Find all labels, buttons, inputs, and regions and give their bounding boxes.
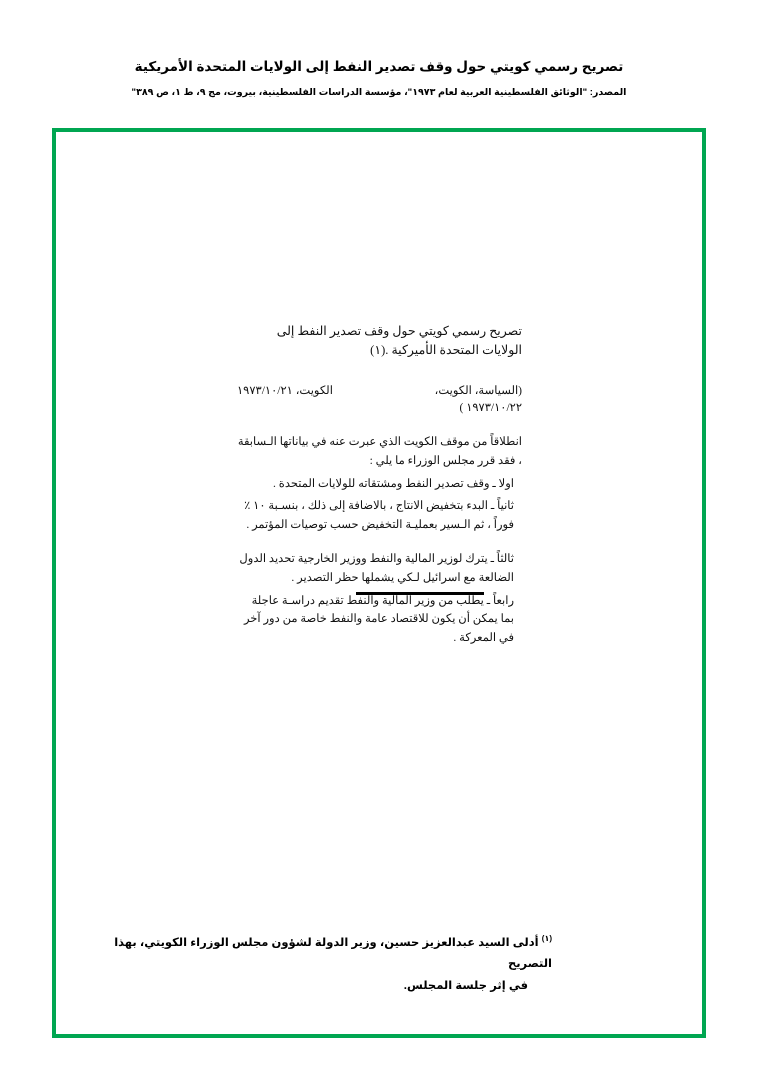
document-paragraph-intro: انطلاقاً من موقف الكويت الذي عبرت عنه في بياناتها الـسابقة ، فقد قرر مجلس الوزراء ما يلي : bbox=[237, 436, 522, 467]
publication-name-line: (السياسة، الكويت، bbox=[434, 384, 522, 397]
scanned-document-frame bbox=[52, 128, 706, 1038]
footnote-text-second-line: في إثر جلسة المجلس. bbox=[403, 980, 528, 993]
document-paragraph-first-item: اولا ـ وقف تصدير النفط ومشتقاته للولايات المتحدة . bbox=[273, 477, 514, 490]
document-paragraph-third-item: ثالثاً ـ يترك لوزير المالية والنفط ووزير الخارجية تحديد الدول الضالعة مع اسرائيل لـكي يشملها حظر التصدير . bbox=[239, 553, 514, 584]
page-header bbox=[0, 58, 758, 99]
publication-date-line: ١٩٧٣/١٠/٢٢ ) bbox=[459, 402, 522, 414]
horizontal-rule bbox=[356, 592, 484, 595]
footnote-marker: (١) bbox=[541, 933, 552, 943]
document-publication-ref bbox=[435, 383, 522, 418]
document-place-date: الكويت، ١٩٧٣/١٠/٢١ bbox=[237, 384, 333, 397]
document-heading: تصريح رسمي كويتي حول وقف تصدير النفط إلى الولايات المتحدة الأميركية .(١) bbox=[276, 324, 522, 358]
document-paragraph-fourth-item: رابعاً ـ يطلب من وزير المالية والنفط تقديم دراسـة عاجلة بما يمكن أن يكون للاقتصاد عامة والنفط خاصة من دور آخر في المعركة . bbox=[243, 594, 514, 644]
document-paragraph-second-item: ثانياً ـ البدء بتخفيض الانتاج ، بالاضافة إلى ذلك ، بنسـبة ١٠ ٪ فوراً ، ثم الـسير بعمليـة التخفيض حسب توصيات المؤتمر . bbox=[244, 500, 514, 531]
page-title: تصريح رسمي كويتي حول وقف تصدير النفط إلى الولايات المتحدة الأمريكية bbox=[134, 59, 624, 74]
footnote bbox=[72, 931, 552, 998]
scanned-document-body bbox=[237, 322, 522, 648]
source-citation: المصدر: "الوثائق الفلسطينية العربية لعام ١٩٧٣"، مؤسسة الدراسات الفلسطينية، بيروت، مج ٩، ط ١، ص ٣٨٩" bbox=[131, 86, 627, 98]
document-meta bbox=[237, 383, 522, 418]
footnote-text: أدلى السيد عبدالعزيز حسين، وزير الدولة لشؤون مجلس الوزراء الكويتي، بهذا التصريح bbox=[114, 936, 552, 971]
